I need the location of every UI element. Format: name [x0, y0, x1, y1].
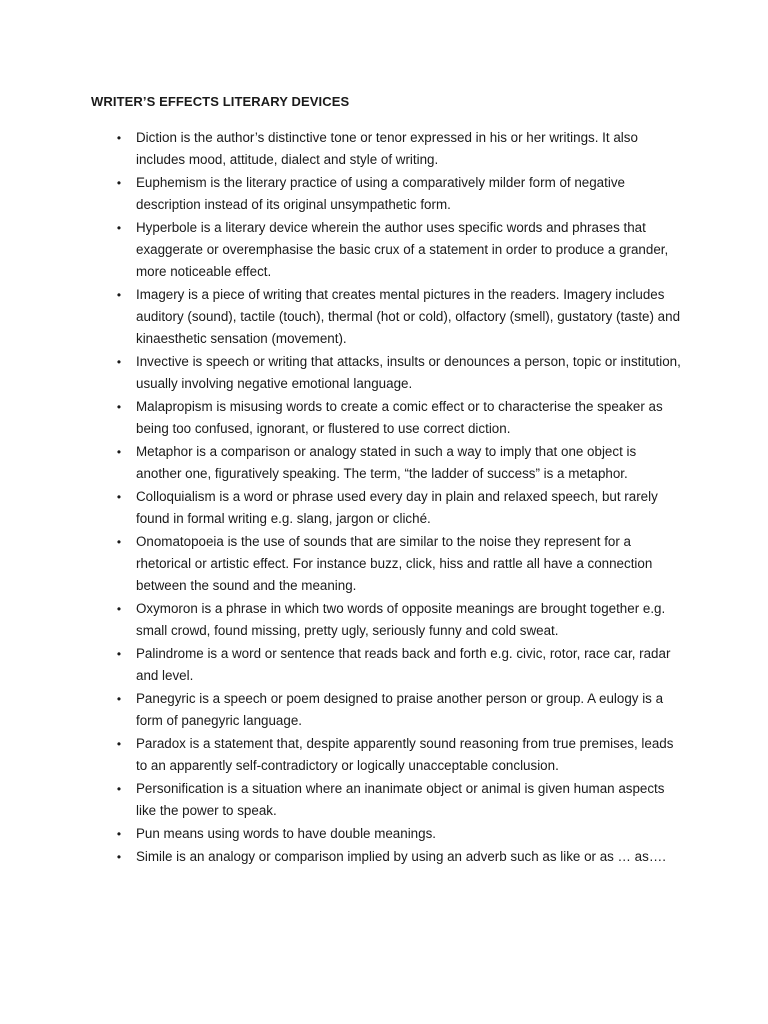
list-item-text: Paradox is a statement that, despite apparently sound reasoning from true premises, leads to an apparently self-contradictory or logically unacceptable conclusion.	[136, 736, 674, 773]
list-item-text: Onomatopoeia is the use of sounds that are similar to the noise they represent for a rhetorical or artistic effect. For instance buzz, click, hiss and rattle all have a connection between the sound and the meaning.	[136, 534, 653, 593]
list-item	[91, 351, 681, 395]
list-item	[91, 778, 681, 822]
bullet-icon: •	[116, 850, 122, 864]
bullet-icon: •	[116, 737, 122, 751]
bullet-icon: •	[116, 445, 122, 459]
literary-devices-list	[91, 127, 681, 869]
list-item	[91, 284, 681, 350]
list-item	[91, 441, 681, 485]
bullet-icon: •	[116, 692, 122, 706]
bullet-icon: •	[116, 355, 122, 369]
list-item	[91, 217, 681, 283]
list-item	[91, 643, 681, 687]
list-item-text: Imagery is a piece of writing that creates mental pictures in the readers. Imagery includes auditory (sound), tactile (touch), thermal (hot or cold), olfactory (smell), gustatory (taste) and kinaesthetic sensation (movement).	[136, 287, 681, 346]
list-item	[91, 733, 681, 777]
bullet-icon: •	[116, 602, 122, 616]
list-item-text: Simile is an analogy or comparison implied by using an adverb such as like or as … as….	[136, 849, 666, 864]
list-item	[91, 823, 681, 845]
list-item-text: Colloquialism is a word or phrase used every day in plain and relaxed speech, but rarely found in formal writing e.g. slang, jargon or cliché.	[136, 489, 658, 526]
list-item	[91, 598, 681, 642]
list-item	[91, 486, 681, 530]
list-item-text: Hyperbole is a literary device wherein the author uses specific words and phrases that exaggerate or overemphasise the basic crux of a statement in order to produce a grander, more noticeable effect.	[136, 220, 669, 279]
bullet-icon: •	[116, 221, 122, 235]
list-item	[91, 531, 681, 597]
list-item	[91, 396, 681, 440]
bullet-icon: •	[116, 647, 122, 661]
list-item-text: Diction is the author’s distinctive tone or tenor expressed in his or her writings. It also includes mood, attitude, dialect and style of writing.	[136, 130, 638, 167]
bullet-icon: •	[116, 490, 122, 504]
list-item-text: Pun means using words to have double meanings.	[136, 826, 436, 841]
bullet-icon: •	[116, 176, 122, 190]
bullet-icon: •	[116, 400, 122, 414]
list-item-text: Panegyric is a speech or poem designed to praise another person or group. A eulogy is a form of panegyric language.	[136, 691, 664, 728]
list-item	[91, 846, 681, 868]
list-item-text: Personification is a situation where an inanimate object or animal is given human aspects like the power to speak.	[136, 781, 665, 818]
list-item-text: Invective is speech or writing that attacks, insults or denounces a person, topic or institution, usually involving negative emotional language.	[136, 354, 681, 391]
list-item-text: Malapropism is misusing words to create a comic effect or to characterise the speaker as being too confused, ignorant, or flustered to use correct diction.	[136, 399, 663, 436]
list-item	[91, 127, 681, 171]
bullet-icon: •	[116, 782, 122, 796]
document-title: WRITER’S EFFECTS LITERARY DEVICES	[91, 94, 350, 109]
list-item-text: Palindrome is a word or sentence that reads back and forth e.g. civic, rotor, race car, radar and level.	[136, 646, 671, 683]
list-item-text: Metaphor is a comparison or analogy stated in such a way to imply that one object is another one, figuratively speaking. The term, “the ladder of success” is a metaphor.	[136, 444, 637, 481]
bullet-icon: •	[116, 827, 122, 841]
bullet-icon: •	[116, 535, 122, 549]
list-item-text: Oxymoron is a phrase in which two words of opposite meanings are brought together e.g. small crowd, found missing, pretty ugly, seriously funny and cold sweat.	[136, 601, 666, 638]
list-item-text: Euphemism is the literary practice of using a comparatively milder form of negative description instead of its original unsympathetic form.	[136, 175, 625, 212]
bullet-icon: •	[116, 131, 122, 145]
list-item	[91, 688, 681, 732]
list-item	[91, 172, 681, 216]
bullet-icon: •	[116, 288, 122, 302]
